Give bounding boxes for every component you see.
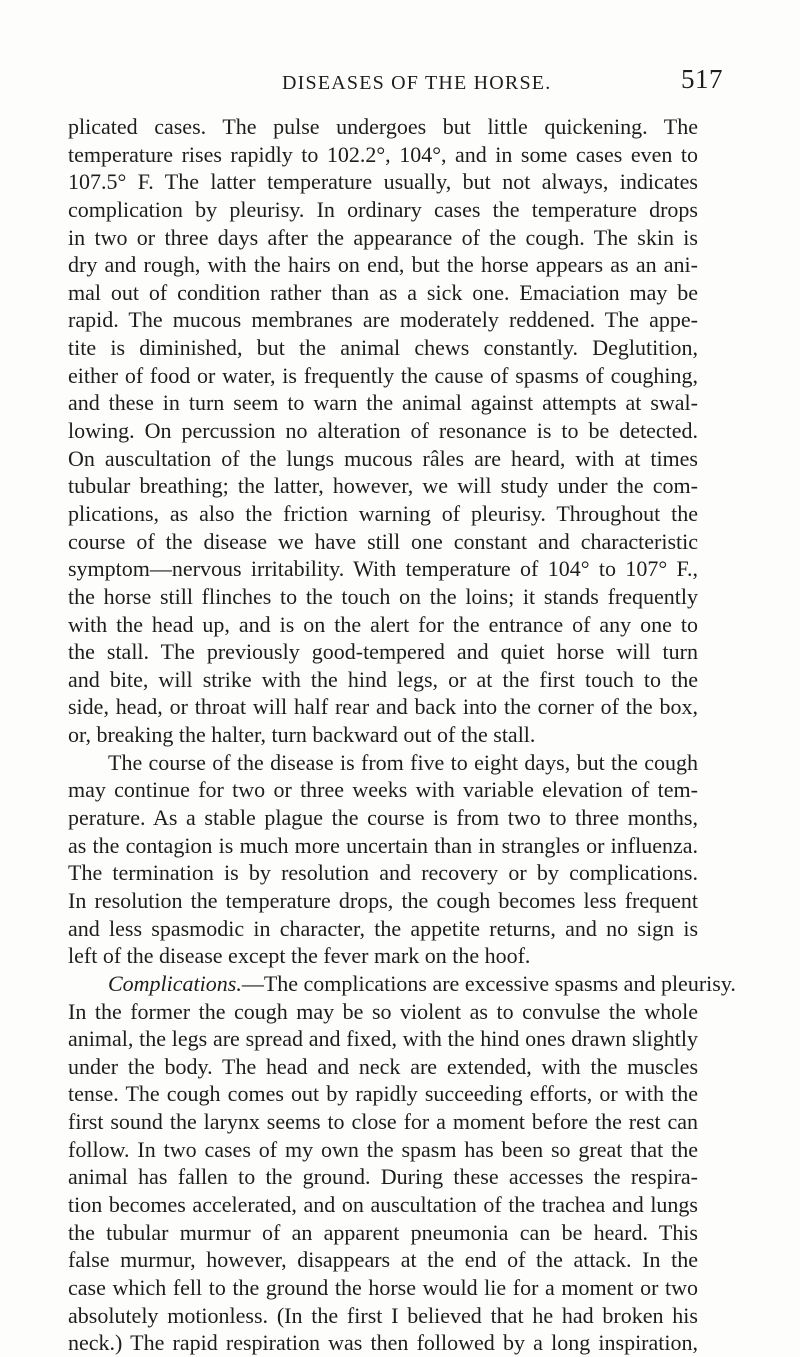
text-line: plications, as also the friction warning of pleurisy. Throughout the xyxy=(68,500,698,526)
text-line: plicated cases. The pulse undergoes but little quickening. The xyxy=(68,114,698,139)
text-line: complication by pleurisy. In ordinary cases the temperature drops xyxy=(68,196,698,222)
text-line: the stall. The previously good-tempered and quiet horse will turn xyxy=(68,639,698,665)
paragraph-1 xyxy=(68,113,698,749)
paragraph-complications xyxy=(68,970,736,1357)
running-head xyxy=(0,62,800,102)
text-line: tense. The cough comes out by rapidly succeeding efforts, or with the xyxy=(68,1081,698,1107)
text-line: either of food or water, is frequently the cause of spasms of coughing, xyxy=(68,362,698,388)
text-line: and bite, will strike with the hind legs, or at the first touch to the xyxy=(68,666,698,692)
page-number: 517 xyxy=(681,64,723,94)
text-line: tite is diminished, but the animal chews constantly. Deglutition, xyxy=(68,335,698,361)
text-line: side, head, or throat will half rear and back into the corner of the box, xyxy=(68,694,698,720)
paragraph-2 xyxy=(68,749,698,970)
text-line: On auscultation of the lungs mucous râles are heard, with at times xyxy=(68,445,698,471)
running-title: DISEASES OF THE HORSE. xyxy=(282,72,552,94)
text-line xyxy=(68,970,736,998)
text-line: animal, the legs are spread and fixed, with the hind ones drawn slightly xyxy=(68,1026,698,1052)
text-line: dry and rough, with the hairs on end, but the horse appears as an ani- xyxy=(68,252,698,278)
text-line: neck.) The rapid respiration was then followed by a long inspiration, xyxy=(68,1330,698,1356)
text-line: rapid. The mucous membranes are moderately reddened. The appe- xyxy=(68,307,698,333)
text-line: may continue for two or three weeks with variable elevation of tem- xyxy=(68,777,698,803)
text-line: follow. In two cases of my own the spasm has been so great that the xyxy=(68,1136,698,1162)
text-line: under the body. The head and neck are extended, with the muscles xyxy=(68,1053,698,1079)
text-line: and less spasmodic in character, the appetite returns, and no sign is xyxy=(68,915,698,941)
text-line: animal has fallen to the ground. During these accesses the respira- xyxy=(68,1164,698,1190)
text-line: case which fell to the ground the horse would lie for a moment or two xyxy=(68,1274,698,1300)
text-line: temperature rises rapidly to 102.2°, 104°, and in some cases even to xyxy=(68,141,698,167)
text-line: the horse still flinches to the touch on the loins; it stands frequently xyxy=(68,583,698,609)
section-heading: Complications. xyxy=(108,970,242,996)
text-line: perature. As a stable plague the course is from two to three months, xyxy=(68,805,698,831)
text-line: false murmur, however, disappears at the end of the attack. In the xyxy=(68,1247,698,1273)
text-line: left of the disease except the fever mark on the hoof. xyxy=(68,943,531,969)
text-line: tubular breathing; the latter, however, we will study under the com- xyxy=(68,473,698,499)
text-line: as the contagion is much more uncertain than in strangles or influenza. xyxy=(68,832,698,858)
text-line: tion becomes accelerated, and on auscultation of the trachea and lungs xyxy=(68,1191,698,1217)
text-run: —The complications are excessive spasms and pleurisy. xyxy=(241,970,736,996)
text-line: The termination is by resolution and recovery or by complications. xyxy=(68,860,698,886)
text-line: mal out of condition rather than as a sick one. Emaciation may be xyxy=(68,279,698,305)
text-line: lowing. On percussion no alteration of resonance is to be detected. xyxy=(68,418,698,444)
text-line: in two or three days after the appearance of the cough. The skin is xyxy=(68,224,698,250)
text-line: course of the disease we have still one constant and characteristic xyxy=(68,528,698,554)
text-line: and these in turn seem to warn the animal against attempts at swal- xyxy=(68,390,698,416)
body-text xyxy=(68,113,736,1357)
text-line: the tubular murmur of an apparent pneumonia can be heard. This xyxy=(68,1219,698,1245)
text-line: The course of the disease is from five to eight days, but the cough xyxy=(108,749,698,775)
text-line: 107.5° F. The latter temperature usually, but not always, indicates xyxy=(68,169,698,195)
text-line: or, breaking the halter, turn backward out of the stall. xyxy=(68,722,536,748)
text-line: In resolution the temperature drops, the cough becomes less frequent xyxy=(68,887,698,913)
text-line: first sound the larynx seems to close for a moment before the rest can xyxy=(68,1109,698,1135)
text-line: In the former the cough may be so violent as to convulse the whole xyxy=(68,998,698,1024)
text-line: absolutely motionless. (In the first I believed that he had broken his xyxy=(68,1302,698,1328)
text-line: with the head up, and is on the alert for the entrance of any one to xyxy=(68,611,698,637)
text-line: symptom—nervous irritability. With temperature of 104° to 107° F., xyxy=(68,556,698,582)
